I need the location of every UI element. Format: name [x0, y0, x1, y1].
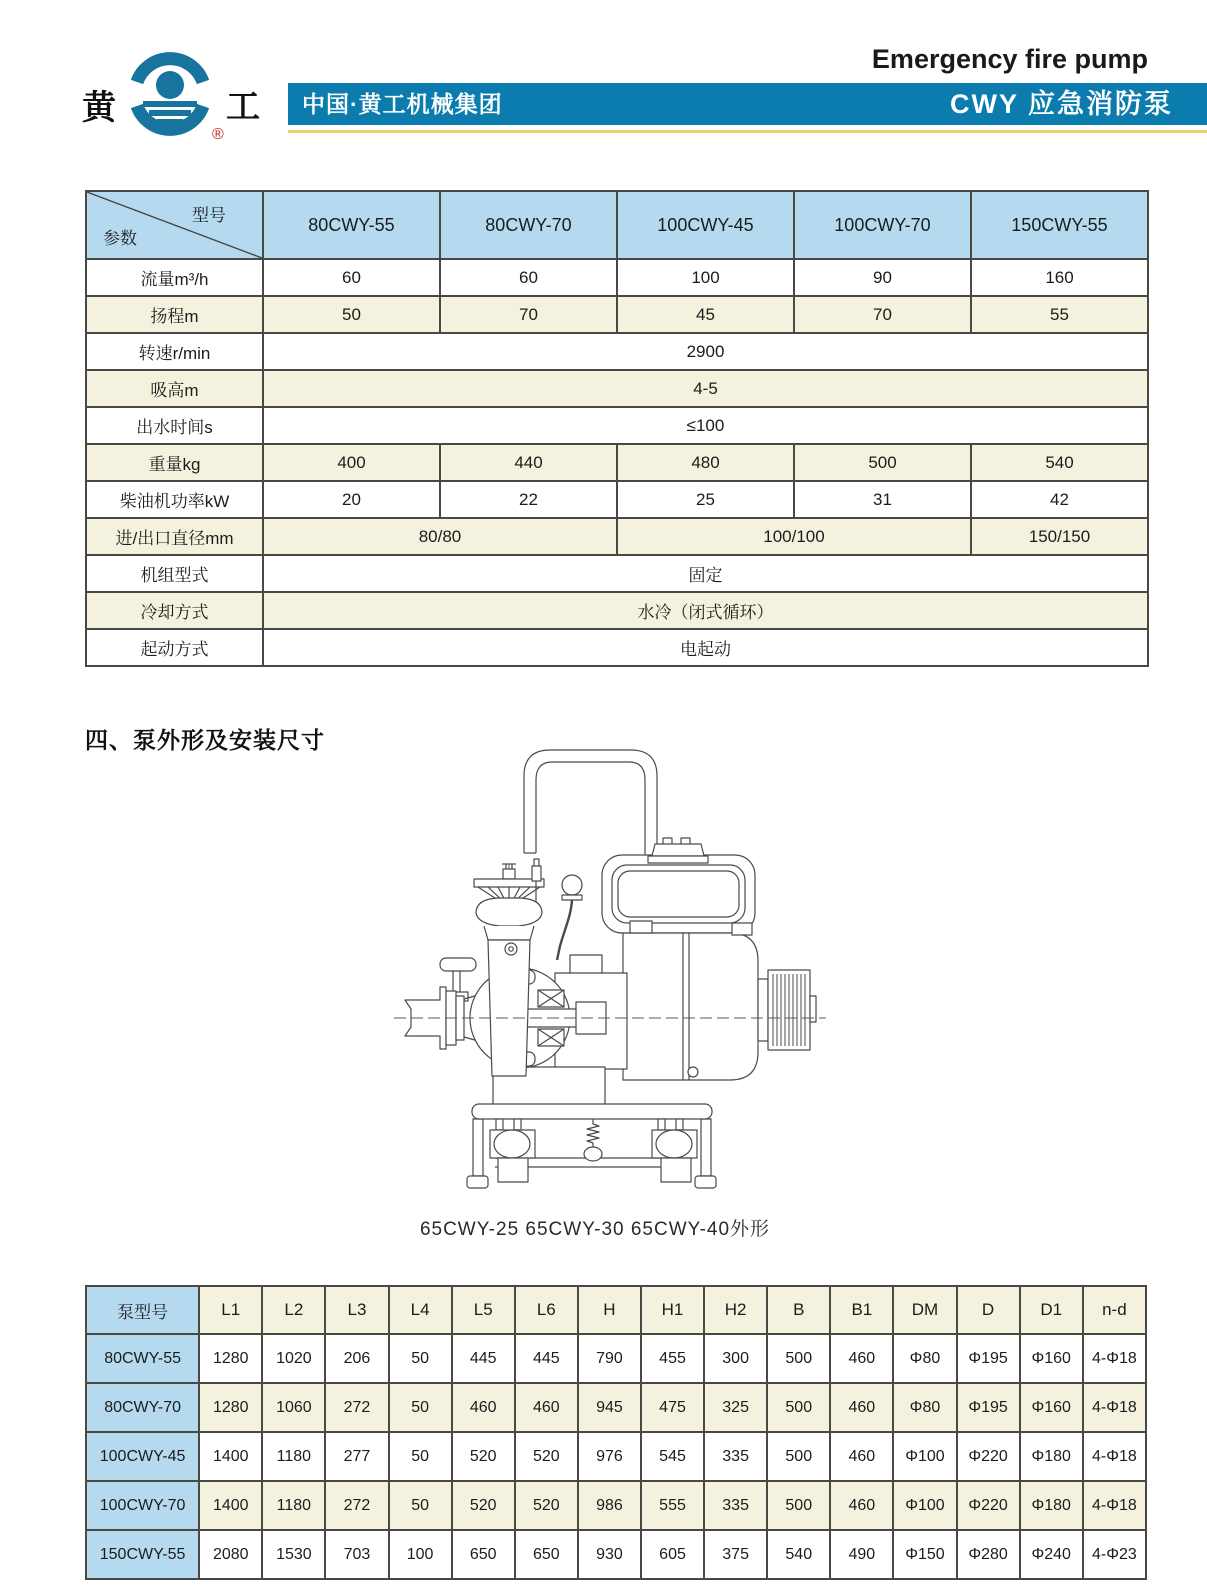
logo-char-right: 工 — [226, 88, 260, 126]
spec-row — [86, 333, 1148, 370]
spec-value-cell: 22 — [440, 481, 617, 518]
spec-param-label: 流量m³/h — [86, 259, 263, 296]
dim-value-cell: Φ180 — [1020, 1432, 1083, 1481]
dim-column-header: H2 — [704, 1286, 767, 1334]
dim-value-cell: 605 — [641, 1530, 704, 1579]
dim-value-cell: 455 — [641, 1334, 704, 1383]
logo-char-left: 黄 — [82, 89, 116, 127]
dim-value-cell: 703 — [325, 1530, 388, 1579]
spec-corner-cell — [86, 191, 263, 259]
dim-value-cell: 460 — [515, 1383, 578, 1432]
spec-value-cell: 60 — [263, 259, 440, 296]
spec-row — [86, 481, 1148, 518]
spec-value-cell: 25 — [617, 481, 794, 518]
spec-value-cell: 水冷（闭式循环） — [263, 592, 1148, 629]
dim-value-cell: 945 — [578, 1383, 641, 1432]
dim-value-cell: 1180 — [262, 1432, 325, 1481]
dim-value-cell: 500 — [767, 1432, 830, 1481]
dim-row — [86, 1334, 1146, 1383]
dim-value-cell: 272 — [325, 1481, 388, 1530]
spec-value-cell: 42 — [971, 481, 1148, 518]
dim-column-header: D — [957, 1286, 1020, 1334]
dim-value-cell: 650 — [515, 1530, 578, 1579]
dim-value-cell: 100 — [389, 1530, 452, 1579]
spec-model-header: 80CWY-55 — [263, 191, 440, 259]
dim-column-header: L4 — [389, 1286, 452, 1334]
section-title: 四、泵外形及安装尺寸 — [85, 727, 325, 753]
dimensions-table — [85, 1285, 1147, 1580]
dim-value-cell: Φ220 — [957, 1481, 1020, 1530]
dim-value-cell: Φ280 — [957, 1530, 1020, 1579]
dim-column-header: L6 — [515, 1286, 578, 1334]
spec-value-cell: 45 — [617, 296, 794, 333]
dim-value-cell: 277 — [325, 1432, 388, 1481]
dim-value-cell: Φ160 — [1020, 1334, 1083, 1383]
spec-row — [86, 259, 1148, 296]
spec-value-cell: 70 — [794, 296, 971, 333]
dim-value-cell: 445 — [515, 1334, 578, 1383]
dim-model-cell: 80CWY-70 — [86, 1383, 199, 1432]
dim-value-cell: 1530 — [262, 1530, 325, 1579]
dim-value-cell: 460 — [830, 1481, 893, 1530]
pump-technical-drawing-icon — [380, 730, 830, 1190]
dim-value-cell: 50 — [389, 1481, 452, 1530]
dim-value-cell: 50 — [389, 1334, 452, 1383]
dim-header-row — [86, 1286, 1146, 1334]
dim-value-cell: Φ80 — [893, 1334, 956, 1383]
spec-model-header: 80CWY-70 — [440, 191, 617, 259]
dim-model-cell: 80CWY-55 — [86, 1334, 199, 1383]
dim-model-cell: 150CWY-55 — [86, 1530, 199, 1579]
spec-param-label: 进/出口直径mm — [86, 518, 263, 555]
dim-value-cell: Φ100 — [893, 1481, 956, 1530]
spec-value-cell: 100 — [617, 259, 794, 296]
spec-row — [86, 555, 1148, 592]
spec-value-cell: 90 — [794, 259, 971, 296]
dim-value-cell: 1020 — [262, 1334, 325, 1383]
spec-value-cell: 100/100 — [617, 518, 971, 555]
spec-value-cell: 31 — [794, 481, 971, 518]
spec-param-label: 冷却方式 — [86, 592, 263, 629]
dim-value-cell: 335 — [704, 1432, 767, 1481]
dim-row — [86, 1432, 1146, 1481]
dim-column-header: 泵型号 — [86, 1286, 199, 1334]
spec-value-cell: 540 — [971, 444, 1148, 481]
dim-value-cell: 1180 — [262, 1481, 325, 1530]
spec-value-cell: 160 — [971, 259, 1148, 296]
dim-column-header: L1 — [199, 1286, 262, 1334]
dim-value-cell: 986 — [578, 1481, 641, 1530]
dim-value-cell: Φ150 — [893, 1530, 956, 1579]
dim-model-cell: 100CWY-45 — [86, 1432, 199, 1481]
spec-value-cell: 60 — [440, 259, 617, 296]
dim-value-cell: 650 — [452, 1530, 515, 1579]
dim-column-header: n-d — [1083, 1286, 1146, 1334]
dim-value-cell: 335 — [704, 1481, 767, 1530]
dim-value-cell: 206 — [325, 1334, 388, 1383]
spec-value-cell: 440 — [440, 444, 617, 481]
dim-value-cell: 1400 — [199, 1432, 262, 1481]
spec-value-cell: 70 — [440, 296, 617, 333]
dim-value-cell: 520 — [515, 1432, 578, 1481]
dim-value-cell: Φ220 — [957, 1432, 1020, 1481]
spec-param-label: 重量kg — [86, 444, 263, 481]
dim-value-cell: 50 — [389, 1383, 452, 1432]
spec-row — [86, 629, 1148, 666]
dim-value-cell: 976 — [578, 1432, 641, 1481]
figure-caption: 65CWY-25 65CWY-30 65CWY-40外形 — [419, 1219, 771, 1240]
spec-row — [86, 444, 1148, 481]
dim-value-cell: 325 — [704, 1383, 767, 1432]
dim-value-cell: 4-Φ23 — [1083, 1530, 1146, 1579]
spec-row — [86, 370, 1148, 407]
corner-label-parameter: 参数 — [103, 229, 137, 248]
product-title-chinese: CWY 应急消防泵 — [949, 89, 1173, 119]
spec-row — [86, 518, 1148, 555]
spec-param-label: 转速r/min — [86, 333, 263, 370]
dim-value-cell: Φ100 — [893, 1432, 956, 1481]
dim-column-header: D1 — [1020, 1286, 1083, 1334]
dim-row — [86, 1383, 1146, 1432]
dim-column-header: DM — [893, 1286, 956, 1334]
dim-value-cell: 520 — [452, 1432, 515, 1481]
spec-value-cell: 4-5 — [263, 370, 1148, 407]
spec-value-cell: 固定 — [263, 555, 1148, 592]
spec-model-header: 150CWY-55 — [971, 191, 1148, 259]
dim-value-cell: 1280 — [199, 1334, 262, 1383]
corner-label-model: 型号 — [192, 206, 226, 225]
company-logo — [60, 35, 270, 147]
dim-value-cell: 540 — [767, 1530, 830, 1579]
dim-value-cell: 790 — [578, 1334, 641, 1383]
dim-value-cell: 520 — [515, 1481, 578, 1530]
dim-value-cell: 555 — [641, 1481, 704, 1530]
dim-value-cell: 460 — [830, 1432, 893, 1481]
spec-param-label: 柴油机功率kW — [86, 481, 263, 518]
spec-value-cell: 500 — [794, 444, 971, 481]
dim-value-cell: 930 — [578, 1530, 641, 1579]
spec-param-label: 起动方式 — [86, 629, 263, 666]
spec-param-label: 扬程m — [86, 296, 263, 333]
dim-value-cell: 50 — [389, 1432, 452, 1481]
dim-value-cell: 445 — [452, 1334, 515, 1383]
spec-value-cell: 150/150 — [971, 518, 1148, 555]
dim-column-header: H1 — [641, 1286, 704, 1334]
dim-value-cell: 460 — [830, 1383, 893, 1432]
dim-value-cell: 300 — [704, 1334, 767, 1383]
dim-value-cell: 1060 — [262, 1383, 325, 1432]
spec-value-cell: 80/80 — [263, 518, 617, 555]
spec-row — [86, 407, 1148, 444]
dim-column-header: B — [767, 1286, 830, 1334]
dim-value-cell: 272 — [325, 1383, 388, 1432]
spec-value-cell: 电起动 — [263, 629, 1148, 666]
dim-value-cell: Φ195 — [957, 1383, 1020, 1432]
dim-value-cell: 460 — [830, 1334, 893, 1383]
spec-value-cell: 50 — [263, 296, 440, 333]
header-gold-rule — [288, 130, 1207, 133]
dim-value-cell: 1280 — [199, 1383, 262, 1432]
spec-value-cell: ≤100 — [263, 407, 1148, 444]
dim-row — [86, 1530, 1146, 1579]
spec-value-cell: 400 — [263, 444, 440, 481]
dim-column-header: L2 — [262, 1286, 325, 1334]
dim-value-cell: 520 — [452, 1481, 515, 1530]
dim-value-cell: 4-Φ18 — [1083, 1383, 1146, 1432]
dim-value-cell: 2080 — [199, 1530, 262, 1579]
dim-value-cell: 545 — [641, 1432, 704, 1481]
dim-value-cell: 4-Φ18 — [1083, 1481, 1146, 1530]
dim-value-cell: Φ240 — [1020, 1530, 1083, 1579]
dim-model-cell: 100CWY-70 — [86, 1481, 199, 1530]
dim-value-cell: 460 — [452, 1383, 515, 1432]
dim-value-cell: 475 — [641, 1383, 704, 1432]
dim-value-cell: 375 — [704, 1530, 767, 1579]
dim-column-header: L5 — [452, 1286, 515, 1334]
company-name: 中国·黄工机械集团 — [302, 91, 503, 117]
product-title-english: Emergency fire pump — [871, 44, 1148, 74]
dim-value-cell: 4-Φ18 — [1083, 1334, 1146, 1383]
dim-value-cell: 500 — [767, 1383, 830, 1432]
dim-value-cell: 500 — [767, 1334, 830, 1383]
spec-row — [86, 592, 1148, 629]
dim-value-cell: 4-Φ18 — [1083, 1432, 1146, 1481]
dim-value-cell: 1400 — [199, 1481, 262, 1530]
dim-value-cell: Φ195 — [957, 1334, 1020, 1383]
spec-param-label: 出水时间s — [86, 407, 263, 444]
dim-value-cell: Φ160 — [1020, 1383, 1083, 1432]
spec-value-cell: 55 — [971, 296, 1148, 333]
spec-header-row — [86, 191, 1148, 259]
dim-column-header: L3 — [325, 1286, 388, 1334]
spec-row — [86, 296, 1148, 333]
dim-value-cell: Φ180 — [1020, 1481, 1083, 1530]
dim-column-header: B1 — [830, 1286, 893, 1334]
spec-param-label: 吸高m — [86, 370, 263, 407]
dim-column-header: H — [578, 1286, 641, 1334]
dim-value-cell: 490 — [830, 1530, 893, 1579]
spec-model-header: 100CWY-45 — [617, 191, 794, 259]
spec-param-label: 机组型式 — [86, 555, 263, 592]
dim-value-cell: Φ80 — [893, 1383, 956, 1432]
dim-row — [86, 1481, 1146, 1530]
spec-value-cell: 480 — [617, 444, 794, 481]
spec-value-cell: 20 — [263, 481, 440, 518]
spec-model-header: 100CWY-70 — [794, 191, 971, 259]
dim-value-cell: 500 — [767, 1481, 830, 1530]
spec-value-cell: 2900 — [263, 333, 1148, 370]
spec-parameters-table — [85, 190, 1149, 667]
registered-trademark-icon: ® — [212, 126, 224, 143]
